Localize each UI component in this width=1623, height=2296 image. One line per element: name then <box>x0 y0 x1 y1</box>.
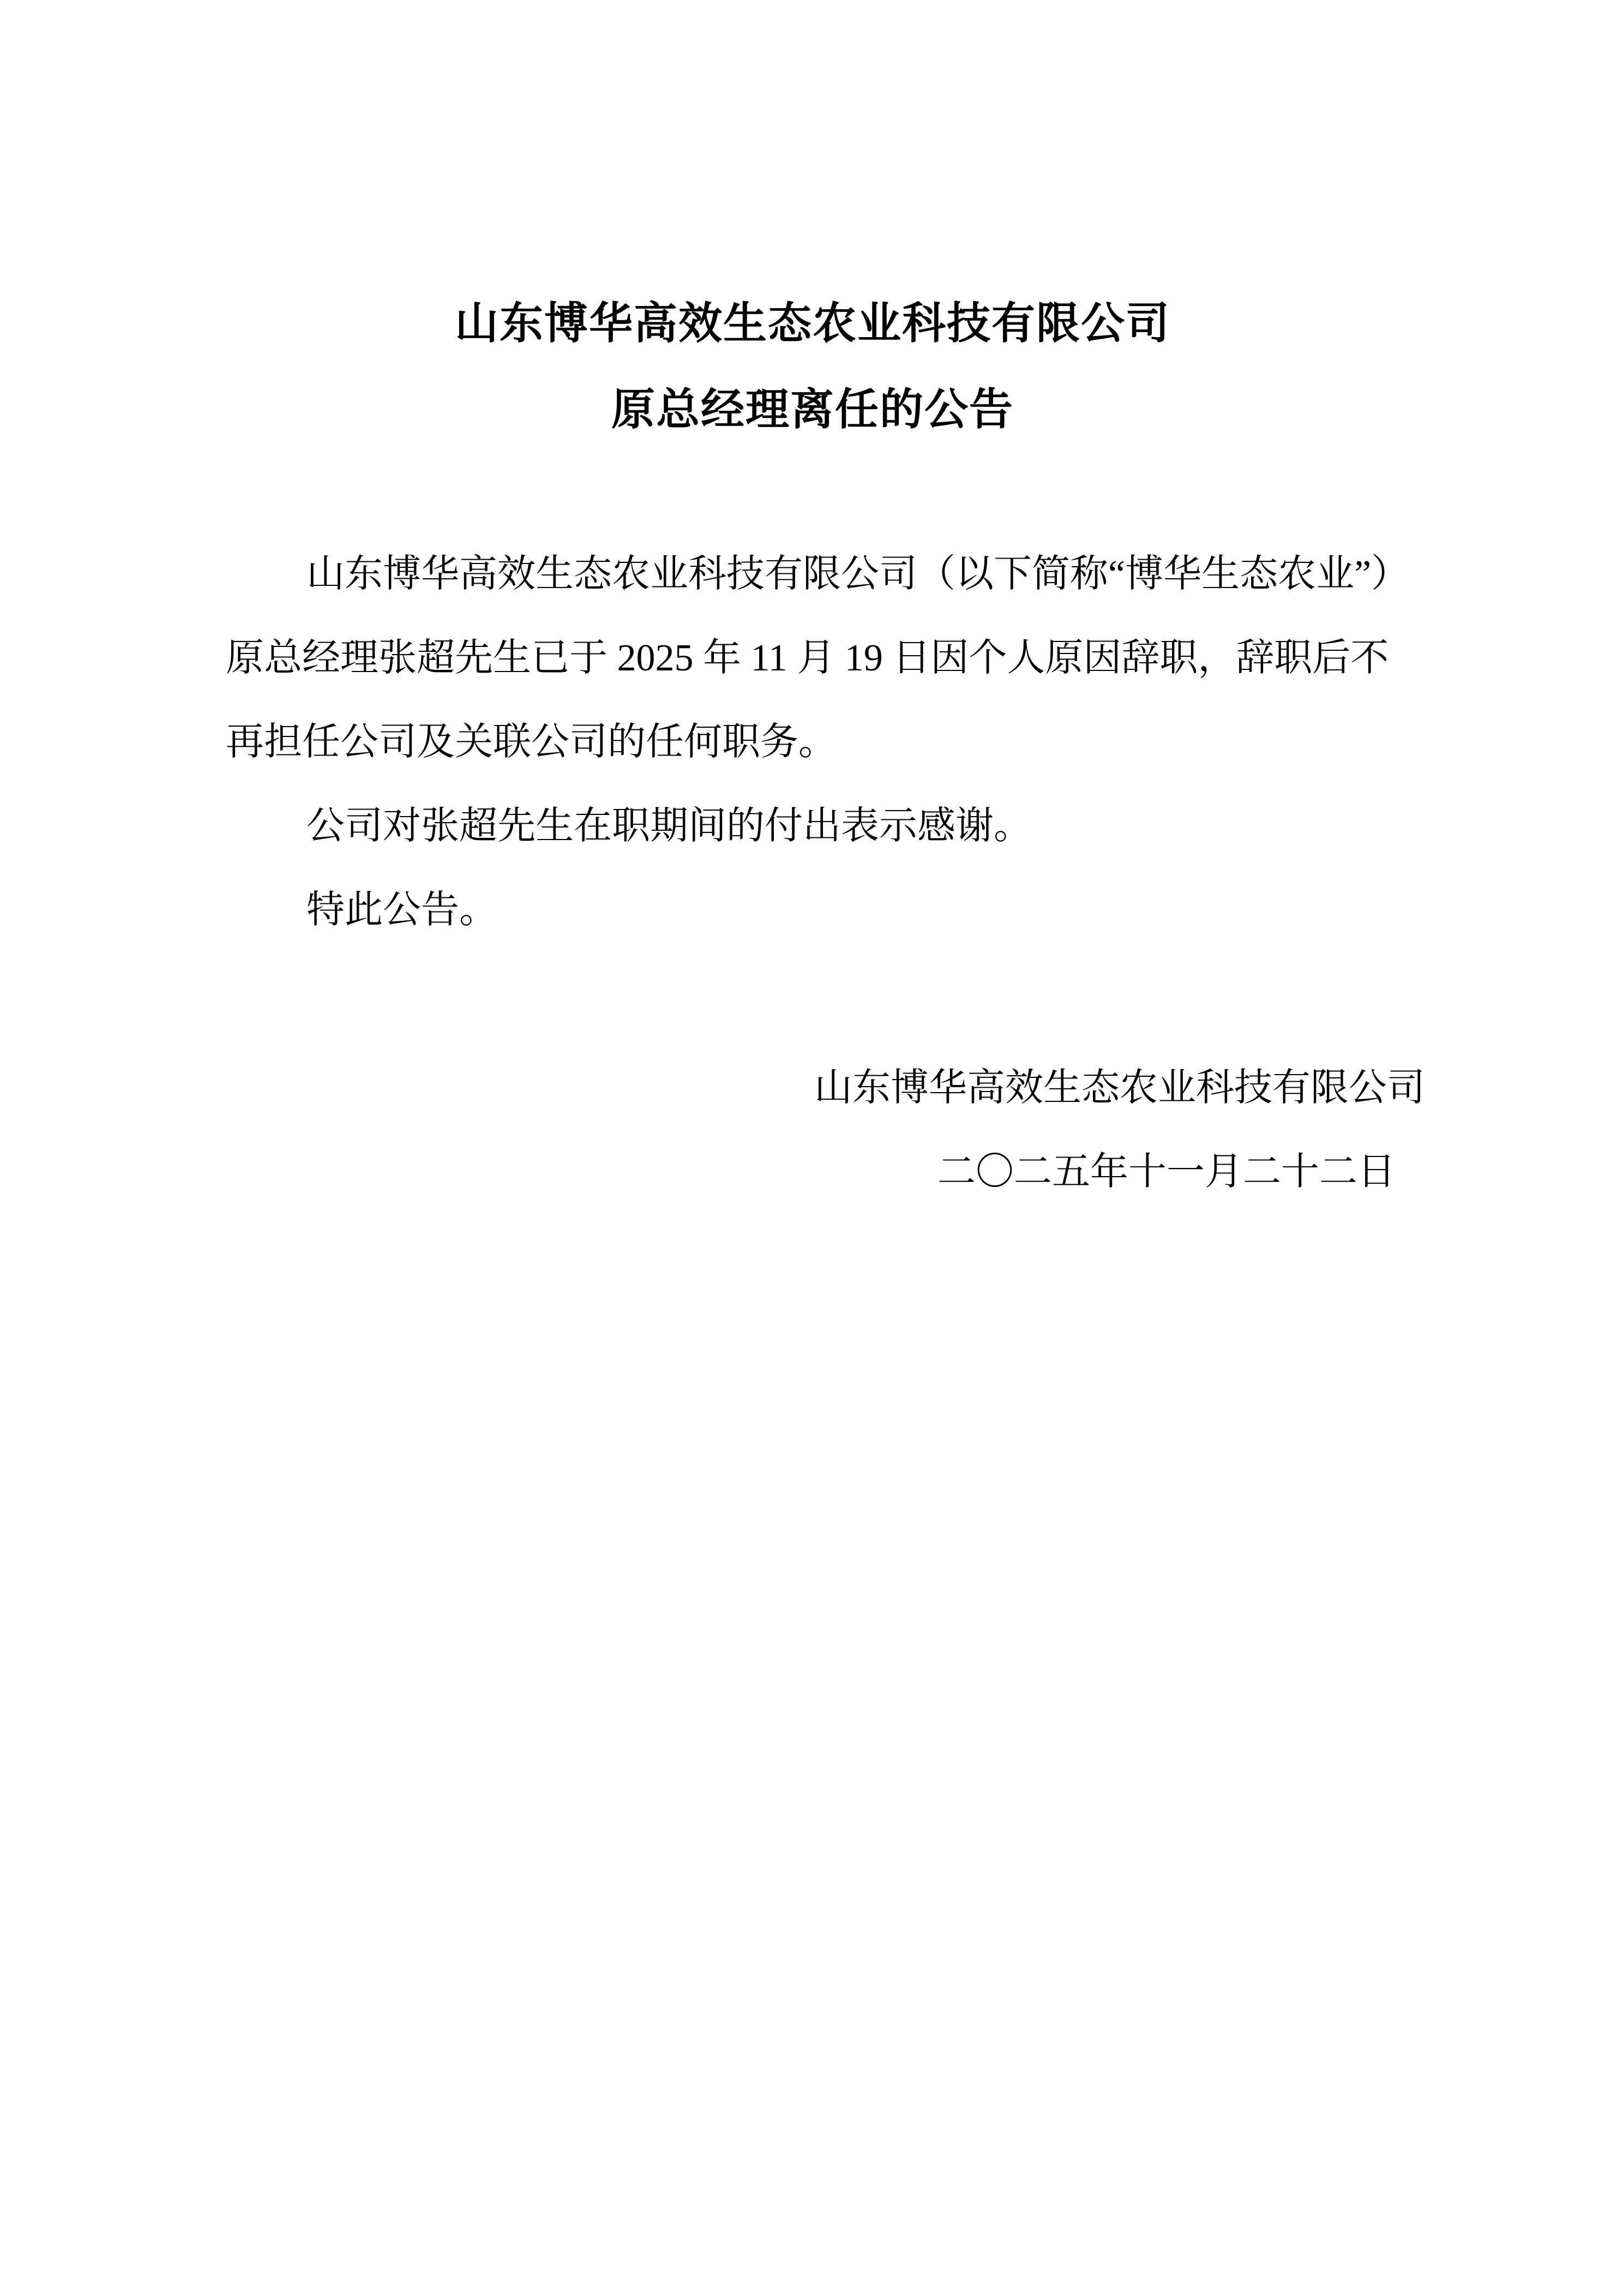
signature-company: 山东博华高效生态农业科技有限公司 <box>814 1067 1425 1109</box>
paragraph2: 公司对张超先生在职期间的付出表示感谢。 <box>306 805 1032 847</box>
paragraph1-line-2: 原总经理张超先生已于 2025 年 11 月 19 日因个人原因辞职，辞职后不 <box>226 637 1389 679</box>
paragraph3: 特此公告。 <box>306 889 497 931</box>
paragraph1-line-3: 再担任公司及关联公司的任何职务。 <box>226 721 837 763</box>
signature-block <box>226 1046 1425 1214</box>
page-title-line-1: 山东博华高效生态农业科技有限公司 <box>455 300 1170 348</box>
signature-date: 二〇二五年十一月二十二日 <box>937 1151 1396 1193</box>
paragraph1-line-1: 山东博华高效生态农业科技有限公司（以下简称“博华生态农业”） <box>306 553 1410 595</box>
page-title-line-2: 原总经理离任的公告 <box>611 386 1014 434</box>
